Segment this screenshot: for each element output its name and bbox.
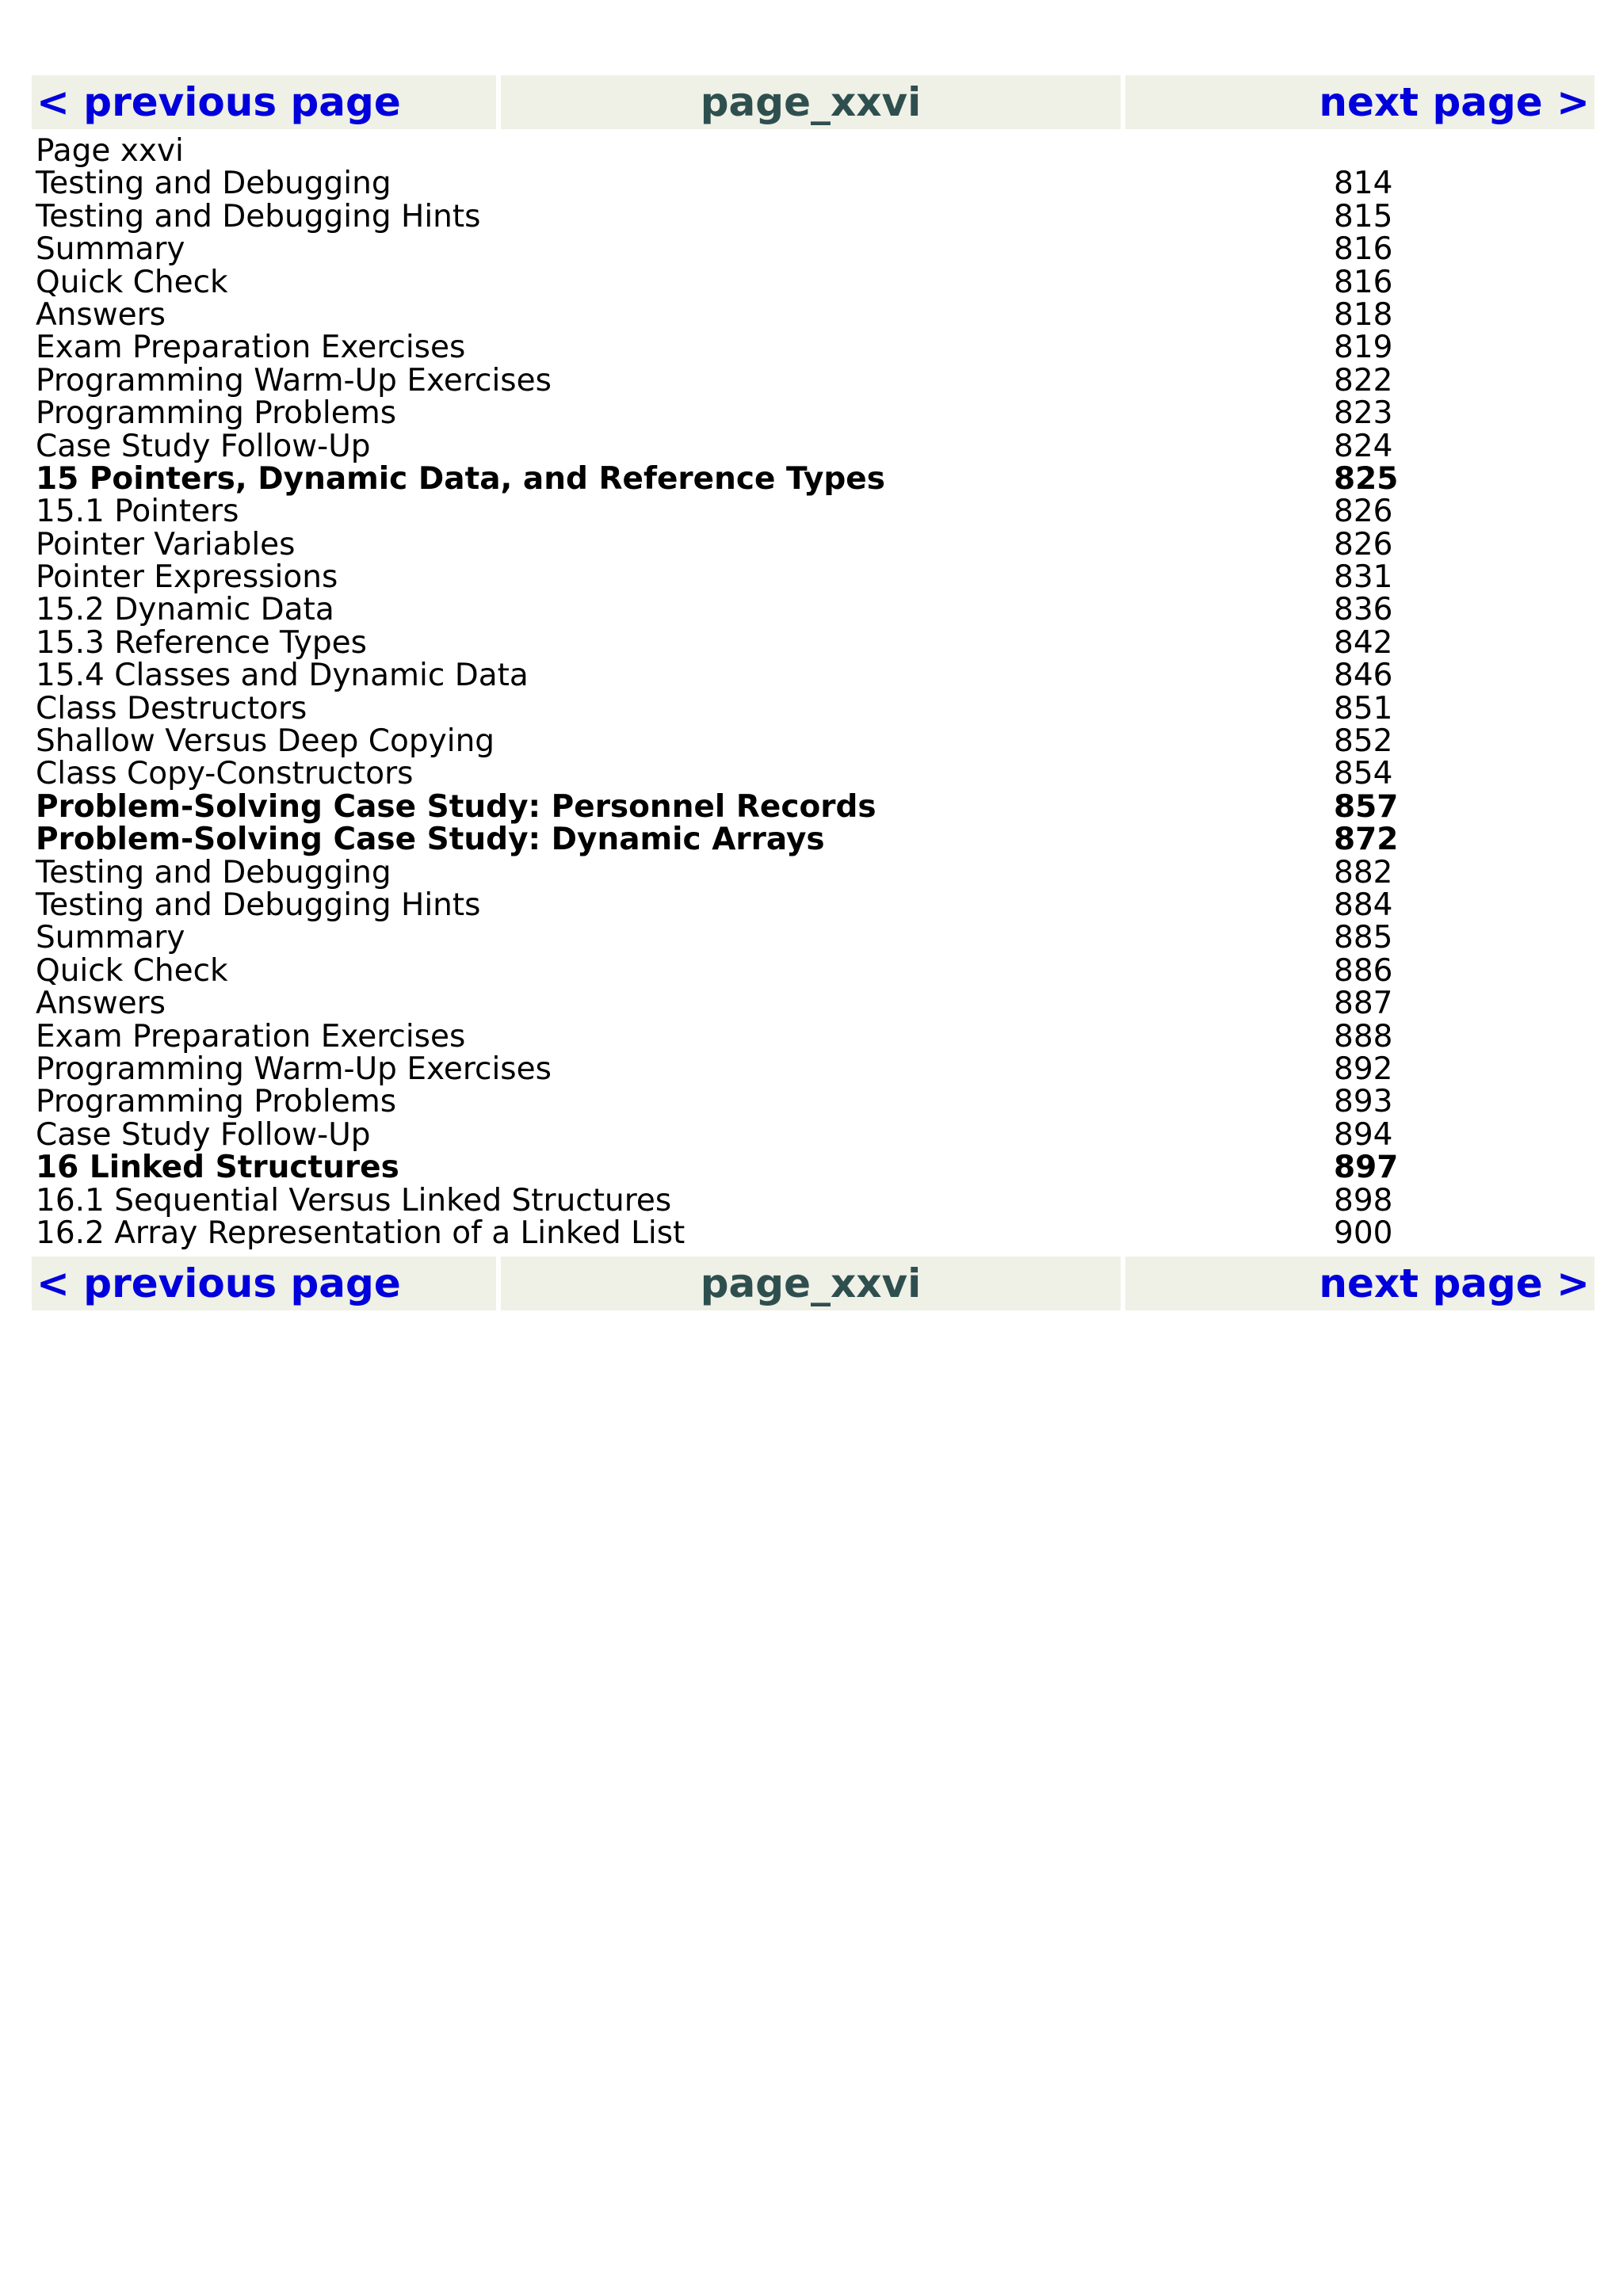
bottom-next-cell xyxy=(1125,1257,1594,1310)
toc-entry-page-number: 815 xyxy=(1334,198,1393,235)
toc-entry-title: Programming Warm-Up Exercises xyxy=(36,1051,552,1087)
toc-entry-page-number: 884 xyxy=(1334,887,1393,923)
toc-entry-page-number: 851 xyxy=(1334,690,1393,727)
toc-entry-title: Testing and Debugging xyxy=(36,854,391,891)
toc-entry-title: Summary xyxy=(36,231,185,268)
toc-entry xyxy=(36,788,1573,825)
bottom-navigation-bar xyxy=(32,1257,1594,1310)
toc-entry xyxy=(36,624,1573,661)
toc-entry-title: Answers xyxy=(36,986,166,1022)
toc-entry-page-number: 886 xyxy=(1334,952,1393,989)
toc-entry xyxy=(36,1184,1573,1217)
toc-entry-title: Shallow Versus Deep Copying xyxy=(36,723,495,760)
toc-entry xyxy=(36,1085,1573,1118)
page-label: page_xxvi xyxy=(700,79,922,125)
toc-entry-title: 16.1 Sequential Versus Linked Structures xyxy=(36,1182,672,1219)
toc-entry-title: Programming Problems xyxy=(36,1084,397,1120)
toc-entry-page-number: 888 xyxy=(1334,1018,1393,1055)
top-page-label-cell xyxy=(501,75,1121,129)
toc-entry-page-number: 885 xyxy=(1334,920,1393,956)
toc-entry xyxy=(36,364,1573,397)
toc-entry xyxy=(36,889,1573,921)
toc-entry-page-number: 836 xyxy=(1334,592,1393,628)
toc-entry xyxy=(36,395,1573,432)
toc-entry-title: Pointer Expressions xyxy=(36,559,338,596)
toc-entry xyxy=(36,952,1573,989)
toc-entry xyxy=(36,1151,1573,1184)
toc-entry xyxy=(36,1116,1573,1153)
toc-entry xyxy=(36,593,1573,626)
toc-entry xyxy=(36,200,1573,233)
toc-entry-title: Case Study Follow-Up xyxy=(36,428,371,464)
toc-entry-page-number: 857 xyxy=(1334,788,1399,825)
top-next-cell xyxy=(1125,75,1594,129)
toc-entry-page-number: 846 xyxy=(1334,658,1393,694)
toc-entry-page-number: 826 xyxy=(1334,526,1393,563)
toc-entry-page-number: 898 xyxy=(1334,1182,1393,1219)
next-page-link[interactable]: next page > xyxy=(1319,1261,1590,1306)
toc-entry xyxy=(36,331,1573,364)
top-navigation-bar xyxy=(32,75,1594,129)
toc-entry xyxy=(36,231,1573,268)
toc-entry-title: Exam Preparation Exercises xyxy=(36,1018,466,1055)
toc-entry-page-number: 825 xyxy=(1334,460,1399,497)
toc-entry-title: 15.2 Dynamic Data xyxy=(36,592,334,628)
page-label: page_xxvi xyxy=(700,1261,922,1306)
toc-entry-page-number: 823 xyxy=(1334,395,1393,432)
toc-entry-page-number: 824 xyxy=(1334,428,1393,464)
toc-entry-title: Exam Preparation Exercises xyxy=(36,330,466,366)
toc-entry-page-number: 816 xyxy=(1334,231,1393,268)
toc-entry-title: Pointer Variables xyxy=(36,526,296,563)
toc-entry xyxy=(36,528,1573,561)
toc-entry xyxy=(36,1217,1573,1249)
toc-entry-page-number: 842 xyxy=(1334,624,1393,661)
toc-entry-page-number: 887 xyxy=(1334,986,1393,1022)
toc-entry-page-number: 893 xyxy=(1334,1084,1393,1120)
toc-entry xyxy=(36,723,1573,760)
toc-entry xyxy=(36,856,1573,889)
table-of-contents xyxy=(36,167,1573,1249)
toc-entry-title: 15.1 Pointers xyxy=(36,494,239,530)
toc-entry-page-number: 892 xyxy=(1334,1051,1393,1087)
bottom-prev-cell xyxy=(32,1257,496,1310)
toc-entry-page-number: 818 xyxy=(1334,296,1393,333)
toc-entry-title: Testing and Debugging Hints xyxy=(36,198,481,235)
toc-entry-page-number: 852 xyxy=(1334,723,1393,760)
toc-entry-title: Quick Check xyxy=(36,264,228,300)
toc-entry-page-number: 854 xyxy=(1334,756,1393,792)
toc-entry xyxy=(36,757,1573,790)
page-heading: Page xxvi xyxy=(36,133,184,169)
toc-entry-page-number: 894 xyxy=(1334,1116,1393,1153)
previous-page-link[interactable]: < previous page xyxy=(36,1261,401,1306)
toc-entry xyxy=(36,987,1573,1020)
toc-entry-page-number: 826 xyxy=(1334,494,1393,530)
toc-entry-page-number: 816 xyxy=(1334,264,1393,300)
toc-entry xyxy=(36,430,1573,463)
toc-entry-title: Class Destructors xyxy=(36,690,307,727)
toc-entry-title: 15.3 Reference Types xyxy=(36,624,367,661)
toc-entry-title: Problem-Solving Case Study: Dynamic Arrays xyxy=(36,822,825,858)
previous-page-link[interactable]: < previous page xyxy=(36,79,401,125)
next-page-link[interactable]: next page > xyxy=(1319,79,1590,125)
toc-entry xyxy=(36,692,1573,725)
toc-entry xyxy=(36,559,1573,596)
toc-entry-title: 15.4 Classes and Dynamic Data xyxy=(36,658,529,694)
toc-entry-title: Quick Check xyxy=(36,952,228,989)
page-content xyxy=(36,135,1573,1249)
toc-entry xyxy=(36,460,1573,497)
toc-entry-title: 15 Pointers, Dynamic Data, and Reference Types xyxy=(36,460,885,497)
toc-entry-title: Testing and Debugging xyxy=(36,166,391,202)
toc-entry xyxy=(36,1053,1573,1085)
toc-entry xyxy=(36,296,1573,333)
toc-entry-title: 16.2 Array Representation of a Linked List xyxy=(36,1215,685,1251)
toc-entry-page-number: 900 xyxy=(1334,1215,1393,1251)
toc-entry-page-number: 822 xyxy=(1334,362,1393,399)
top-prev-cell xyxy=(32,75,496,129)
toc-entry-title: Problem-Solving Case Study: Personnel Records xyxy=(36,788,876,825)
toc-entry xyxy=(36,823,1573,856)
toc-entry-page-number: 882 xyxy=(1334,854,1393,891)
toc-entry-title: Programming Warm-Up Exercises xyxy=(36,362,552,399)
toc-entry xyxy=(36,1020,1573,1053)
toc-entry-page-number: 897 xyxy=(1334,1150,1399,1186)
bottom-page-label-cell xyxy=(501,1257,1121,1310)
toc-entry-title: Class Copy-Constructors xyxy=(36,756,414,792)
toc-entry-title: Summary xyxy=(36,920,185,956)
toc-entry-title: Testing and Debugging Hints xyxy=(36,887,481,923)
toc-entry-title: 16 Linked Structures xyxy=(36,1150,399,1186)
toc-entry-page-number: 819 xyxy=(1334,330,1393,366)
toc-entry-title: Case Study Follow-Up xyxy=(36,1116,371,1153)
toc-entry-title: Programming Problems xyxy=(36,395,397,432)
toc-entry xyxy=(36,921,1573,954)
toc-entry-title: Answers xyxy=(36,296,166,333)
toc-entry xyxy=(36,495,1573,528)
toc-entry xyxy=(36,266,1573,299)
toc-entry-page-number: 831 xyxy=(1334,559,1393,596)
toc-entry-page-number: 872 xyxy=(1334,822,1399,858)
toc-entry xyxy=(36,659,1573,692)
toc-entry-page-number: 814 xyxy=(1334,166,1393,202)
toc-entry xyxy=(36,167,1573,200)
